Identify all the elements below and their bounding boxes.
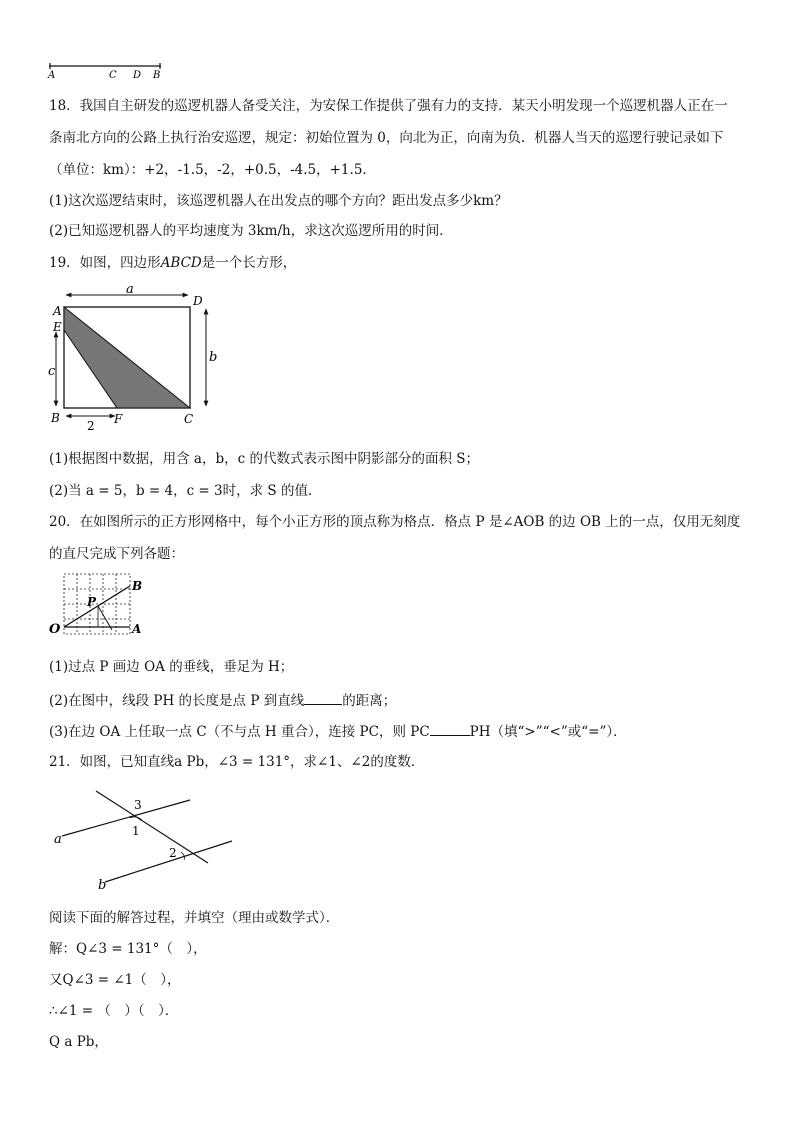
q21-sol2: 又Q∠3 = ∠1（ ），: [49, 972, 181, 988]
point-label-b: B: [153, 70, 161, 80]
point-label-p: P: [87, 595, 97, 609]
q21-sol1: 解：Q∠3 = 131°（ ），: [49, 941, 207, 957]
point-label-d: D: [133, 70, 142, 80]
q21-sol4: Q a Pb，: [49, 1034, 108, 1050]
point-label-a: A: [132, 622, 142, 636]
q20-part3-suffix: PH（填“>”“<”或“=”）．: [469, 724, 627, 740]
line-label-b: b: [98, 878, 107, 893]
q19-abcd: ABCD: [160, 255, 202, 271]
q19-line1: [49, 254, 296, 272]
angle-label-1: 1: [132, 824, 140, 838]
q20-part2-suffix: 的距离；: [342, 693, 397, 709]
angle-label-3: 3: [134, 798, 142, 812]
q18-part2: (2)已知巡逻机器人的平均速度为 3km/h，求这次巡逻所用的时间．: [49, 223, 453, 239]
length-label-c: c: [48, 364, 56, 379]
q20-line1: 20．在如图所示的正方形网格中，每个小正方形的顶点称为格点．格点 P 是∠AOB 的边 OB 上的一点，仅用无刻度: [49, 514, 741, 530]
q19-line1-suffix: 是一个长方形，: [201, 255, 297, 271]
q20-line2: 的直尺完成下列各题：: [49, 546, 184, 562]
vertex-label-a: A: [53, 304, 62, 318]
angle-label-2: 2: [169, 846, 177, 860]
vertex-label-f: F: [114, 412, 123, 426]
q18-line1: 18．我国自主研发的巡逻机器人备受关注，为安保工作提供了强有力的支持．某天小明发现一个巡逻机器人正在一: [49, 98, 728, 114]
length-label-a: a: [126, 285, 134, 297]
q19-line1-prefix: 19．如图，四边形: [49, 255, 161, 271]
point-label-o: O: [49, 622, 61, 637]
length-label-b: b: [209, 350, 218, 365]
q18-part1: (1)这次巡逻结束时，该巡逻机器人在出发点的哪个方向？距出发点多少km？: [49, 193, 508, 209]
vertex-label-e: E: [53, 320, 62, 334]
answer-blank-line[interactable]: [304, 690, 342, 705]
point-label-a: A: [48, 70, 56, 80]
q18-line3: （单位：km）：+2，-1.5，-2，+0.5，-4.5，+1.5．: [49, 162, 376, 178]
rectangle-figure: [48, 285, 218, 433]
length-label-2: 2: [87, 419, 95, 433]
parallel-lines-figure: [50, 785, 240, 895]
line-label-a: a: [54, 832, 62, 847]
q21-sol3: ∴∠1 = （ ）（ ）．: [49, 1003, 179, 1019]
q21-intro: 阅读下面的解答过程，并填空（理由或数学式）．: [49, 910, 340, 926]
q19-part1: (1)根据图中数据，用含 a，b，c 的代数式表示图中阴影部分的面积 S；: [49, 451, 479, 467]
q19-part2: (2)当 a = 5，b = 4，c = 3时，求 S 的值．: [49, 483, 322, 499]
vertex-label-c: C: [184, 412, 194, 426]
point-label-b: B: [132, 579, 143, 593]
vertex-label-b: B: [51, 411, 60, 425]
q20-part2: [49, 690, 396, 710]
q20-part3-prefix: (3)在边 OA 上任取一点 C（不与点 H 重合），连接 PC，则 PC: [49, 724, 430, 740]
answer-blank-compare[interactable]: [430, 721, 470, 736]
number-line-figure: [45, 58, 170, 80]
q18-line2: 条南北方向的公路上执行治安巡逻，规定：初始位置为 0，向北为正，向南为负．机器人当天的巡逻行驶记录如下: [49, 130, 724, 146]
vertex-label-d: D: [193, 294, 203, 308]
q20-part1: (1)过点 P 画边 OA 的垂线，垂足为 H；: [49, 659, 294, 675]
q20-part2-prefix: (2)在图中，线段 PH 的长度是点 P 到直线: [49, 693, 305, 709]
q21-line1: 21．如图，已知直线a Pb，∠3 = 131°，求∠1、∠2的度数．: [49, 754, 425, 770]
q20-part3: [49, 721, 627, 741]
point-label-c: C: [109, 70, 117, 80]
grid-figure: [48, 570, 148, 645]
